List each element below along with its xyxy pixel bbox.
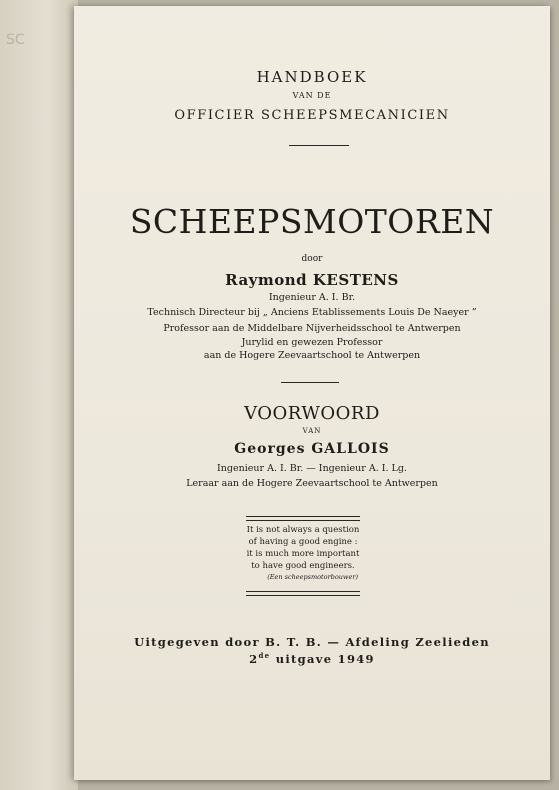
- author-credential: Ingenieur A. I. Br.: [268, 292, 356, 303]
- publisher-line: Uitgegeven door B. T. B. — Afdeling Zeelieden: [134, 635, 490, 649]
- edition-number: 2: [249, 651, 259, 666]
- author-credential: Technisch Directeur bij „ Anciens Etablissements Louis De Naeyer ”: [147, 307, 477, 318]
- byline-door: door: [301, 254, 323, 264]
- divider-rule: [281, 382, 339, 383]
- quote-line: to have good engineers.: [251, 561, 355, 571]
- header-officier: OFFICIER SCHEEPSMECANICIEN: [174, 108, 450, 123]
- header-handboek: HANDBOEK: [256, 68, 368, 86]
- foreword-credential: Ingenieur A. I. Br. — Ingenieur A. I. Lg.: [217, 463, 407, 474]
- edition-superscript: de: [258, 651, 271, 660]
- epigraph-quote: [246, 524, 360, 582]
- author-credential: Jurylid en gewezen Professor: [241, 337, 383, 348]
- edition-year: uitgave 1949: [270, 651, 375, 666]
- quote-rule-top: [246, 516, 360, 521]
- facing-page: [0, 0, 78, 790]
- quote-source: (Een scheepsmotorbouwer): [267, 573, 358, 581]
- foreword-van: VAN: [302, 427, 322, 435]
- foreword-author: Georges GALLOIS: [234, 441, 390, 457]
- quote-line: of having a good engine :: [248, 537, 358, 547]
- book-title: SCHEEPSMOTOREN: [129, 202, 495, 241]
- foreword-credential: Leraar aan de Hogere Zeevaartschool te Antwerpen: [186, 478, 438, 489]
- quote-rule-bottom: [246, 591, 360, 596]
- header-van-de: VAN DE: [292, 91, 332, 100]
- quote-line: it is much more important: [246, 549, 360, 559]
- facing-page-text: SC: [6, 32, 25, 48]
- quote-line: It is not always a question: [246, 525, 360, 535]
- divider-rule: [289, 145, 349, 146]
- edition-line: [74, 651, 550, 666]
- author-credential: aan de Hogere Zeevaartschool te Antwerpen: [203, 350, 421, 361]
- author-name: Raymond KESTENS: [225, 271, 399, 289]
- author-credential: Professor aan de Middelbare Nijverheidsschool te Antwerpen: [163, 323, 461, 334]
- title-page: [74, 6, 550, 780]
- foreword-heading: VOORWOORD: [244, 403, 380, 424]
